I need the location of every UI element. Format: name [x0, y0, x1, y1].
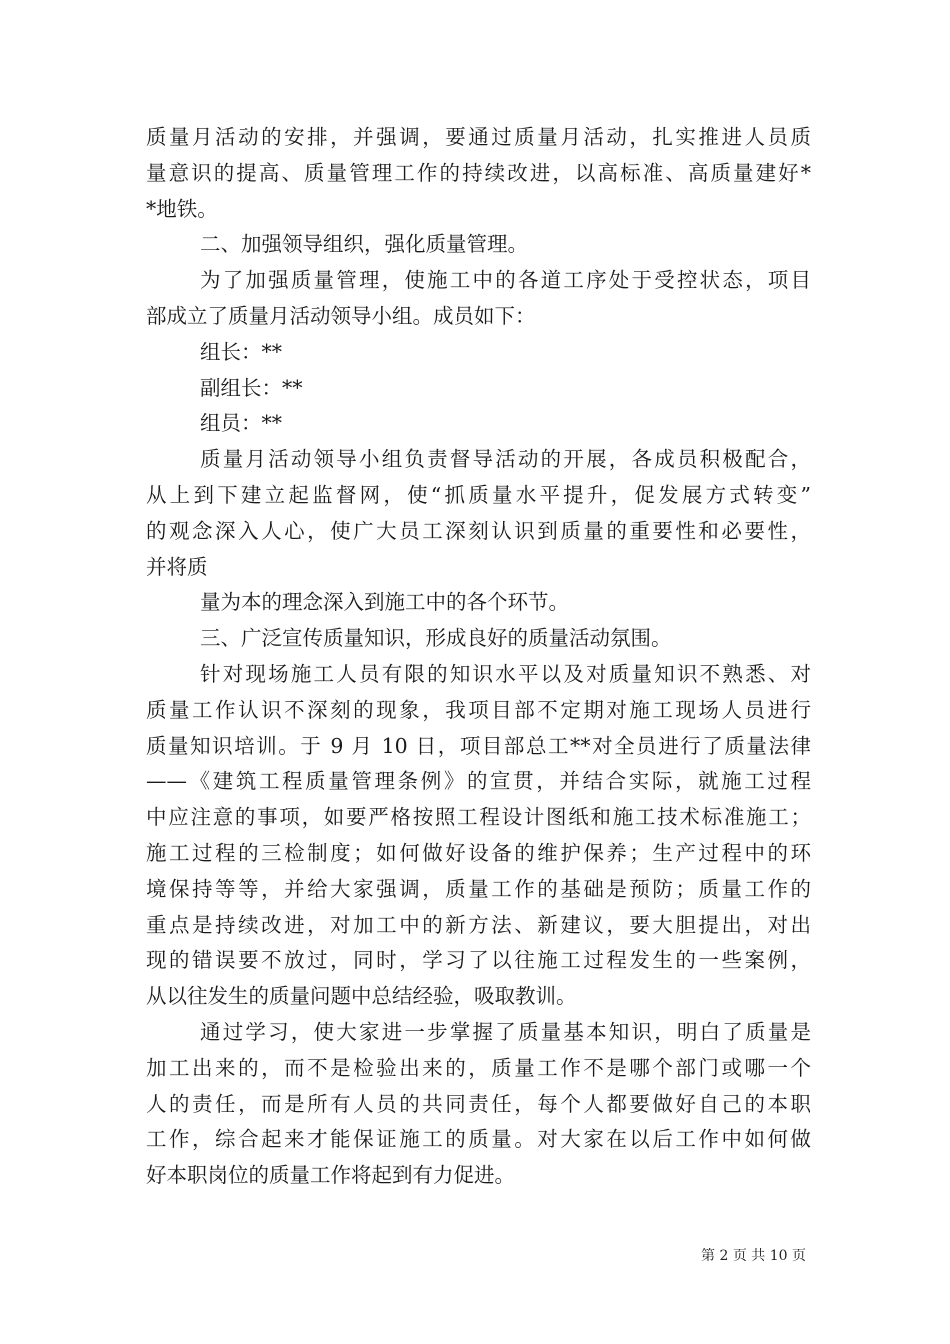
text-line: 好本职岗位的质量工作将起到有力促进。 [146, 1163, 515, 1188]
text-line: 中应注意的事项，如要严格按照工程设计图纸和施工技术标准施工； [146, 805, 811, 830]
page-number-footer: 第 2 页 共 10 页 [701, 1248, 806, 1264]
text-line: 量为本的理念深入到施工中的各个环节。 [200, 590, 569, 615]
text-line: 境保持等等，并给大家强调，质量工作的基础是预防；质量工作的 [146, 876, 811, 901]
document-body [146, 120, 811, 1194]
text-line: 三、广泛宣传质量知识，形成良好的质量活动氛围。 [200, 626, 672, 651]
text-line: 现的错误要不放过，同时，学习了以往施工过程发生的一些案例， [146, 948, 811, 973]
text-line: 组长：** [200, 339, 282, 364]
text-line: ——《建筑工程质量管理条例》的宣贯，并结合实际，就施工过程 [146, 769, 811, 794]
text-line: 人的责任，而是所有人员的共同责任，每个人都要做好自己的本职 [146, 1091, 811, 1116]
text-line: 二、加强领导组织，强化质量管理。 [200, 232, 528, 257]
text-line: 的观念深入人心，使广大员工深刻认识到质量的重要性和必要性， [146, 518, 811, 543]
text-line: 副组长：** [200, 375, 303, 400]
text-line: 加工出来的，而不是检验出来的，质量工作不是哪个部门或哪一个 [146, 1055, 811, 1080]
text-line: 施工过程的三检制度；如何做好设备的维护保养；生产过程中的环 [146, 840, 811, 865]
text-line: 针对现场施工人员有限的知识水平以及对质量知识不熟悉、对 [200, 661, 811, 686]
text-line: 量意识的提高、质量管理工作的持续改进，以高标准、高质量建好* [146, 160, 811, 185]
text-line: 部成立了质量月活动领导小组。成员如下： [146, 303, 536, 328]
text-line: 并将质 [146, 554, 208, 579]
text-line: 重点是持续改进，对加工中的新方法、新建议，要大胆提出，对出 [146, 912, 811, 937]
text-line: 工作，综合起来才能保证施工的质量。对大家在以后工作中如何做 [146, 1127, 811, 1152]
text-line: 从上到下建立起监督网，使“抓质量水平提升，促发展方式转变” [146, 482, 811, 507]
text-line: 从以往发生的质量问题中总结经验，吸取教训。 [146, 984, 577, 1009]
text-line: 为了加强质量管理，使施工中的各道工序处于受控状态，项目 [200, 268, 811, 293]
text-line: 质量月活动的安排，并强调，要通过质量月活动，扎实推进人员质 [146, 125, 811, 149]
text-line: 质量月活动领导小组负责督导活动的开展，各成员积极配合， [200, 447, 811, 472]
text-line: 质量工作认识不深刻的现象，我项目部不定期对施工现场人员进行 [146, 697, 811, 722]
text-line: *地铁。 [146, 196, 218, 221]
text-line: 质量知识培训。于 9 月 10 日，项目部总工**对全员进行了质量法律 [146, 733, 811, 758]
text-line: 组员：** [200, 411, 282, 436]
text-line: 通过学习，使大家进一步掌握了质量基本知识，明白了质量是 [200, 1019, 811, 1044]
